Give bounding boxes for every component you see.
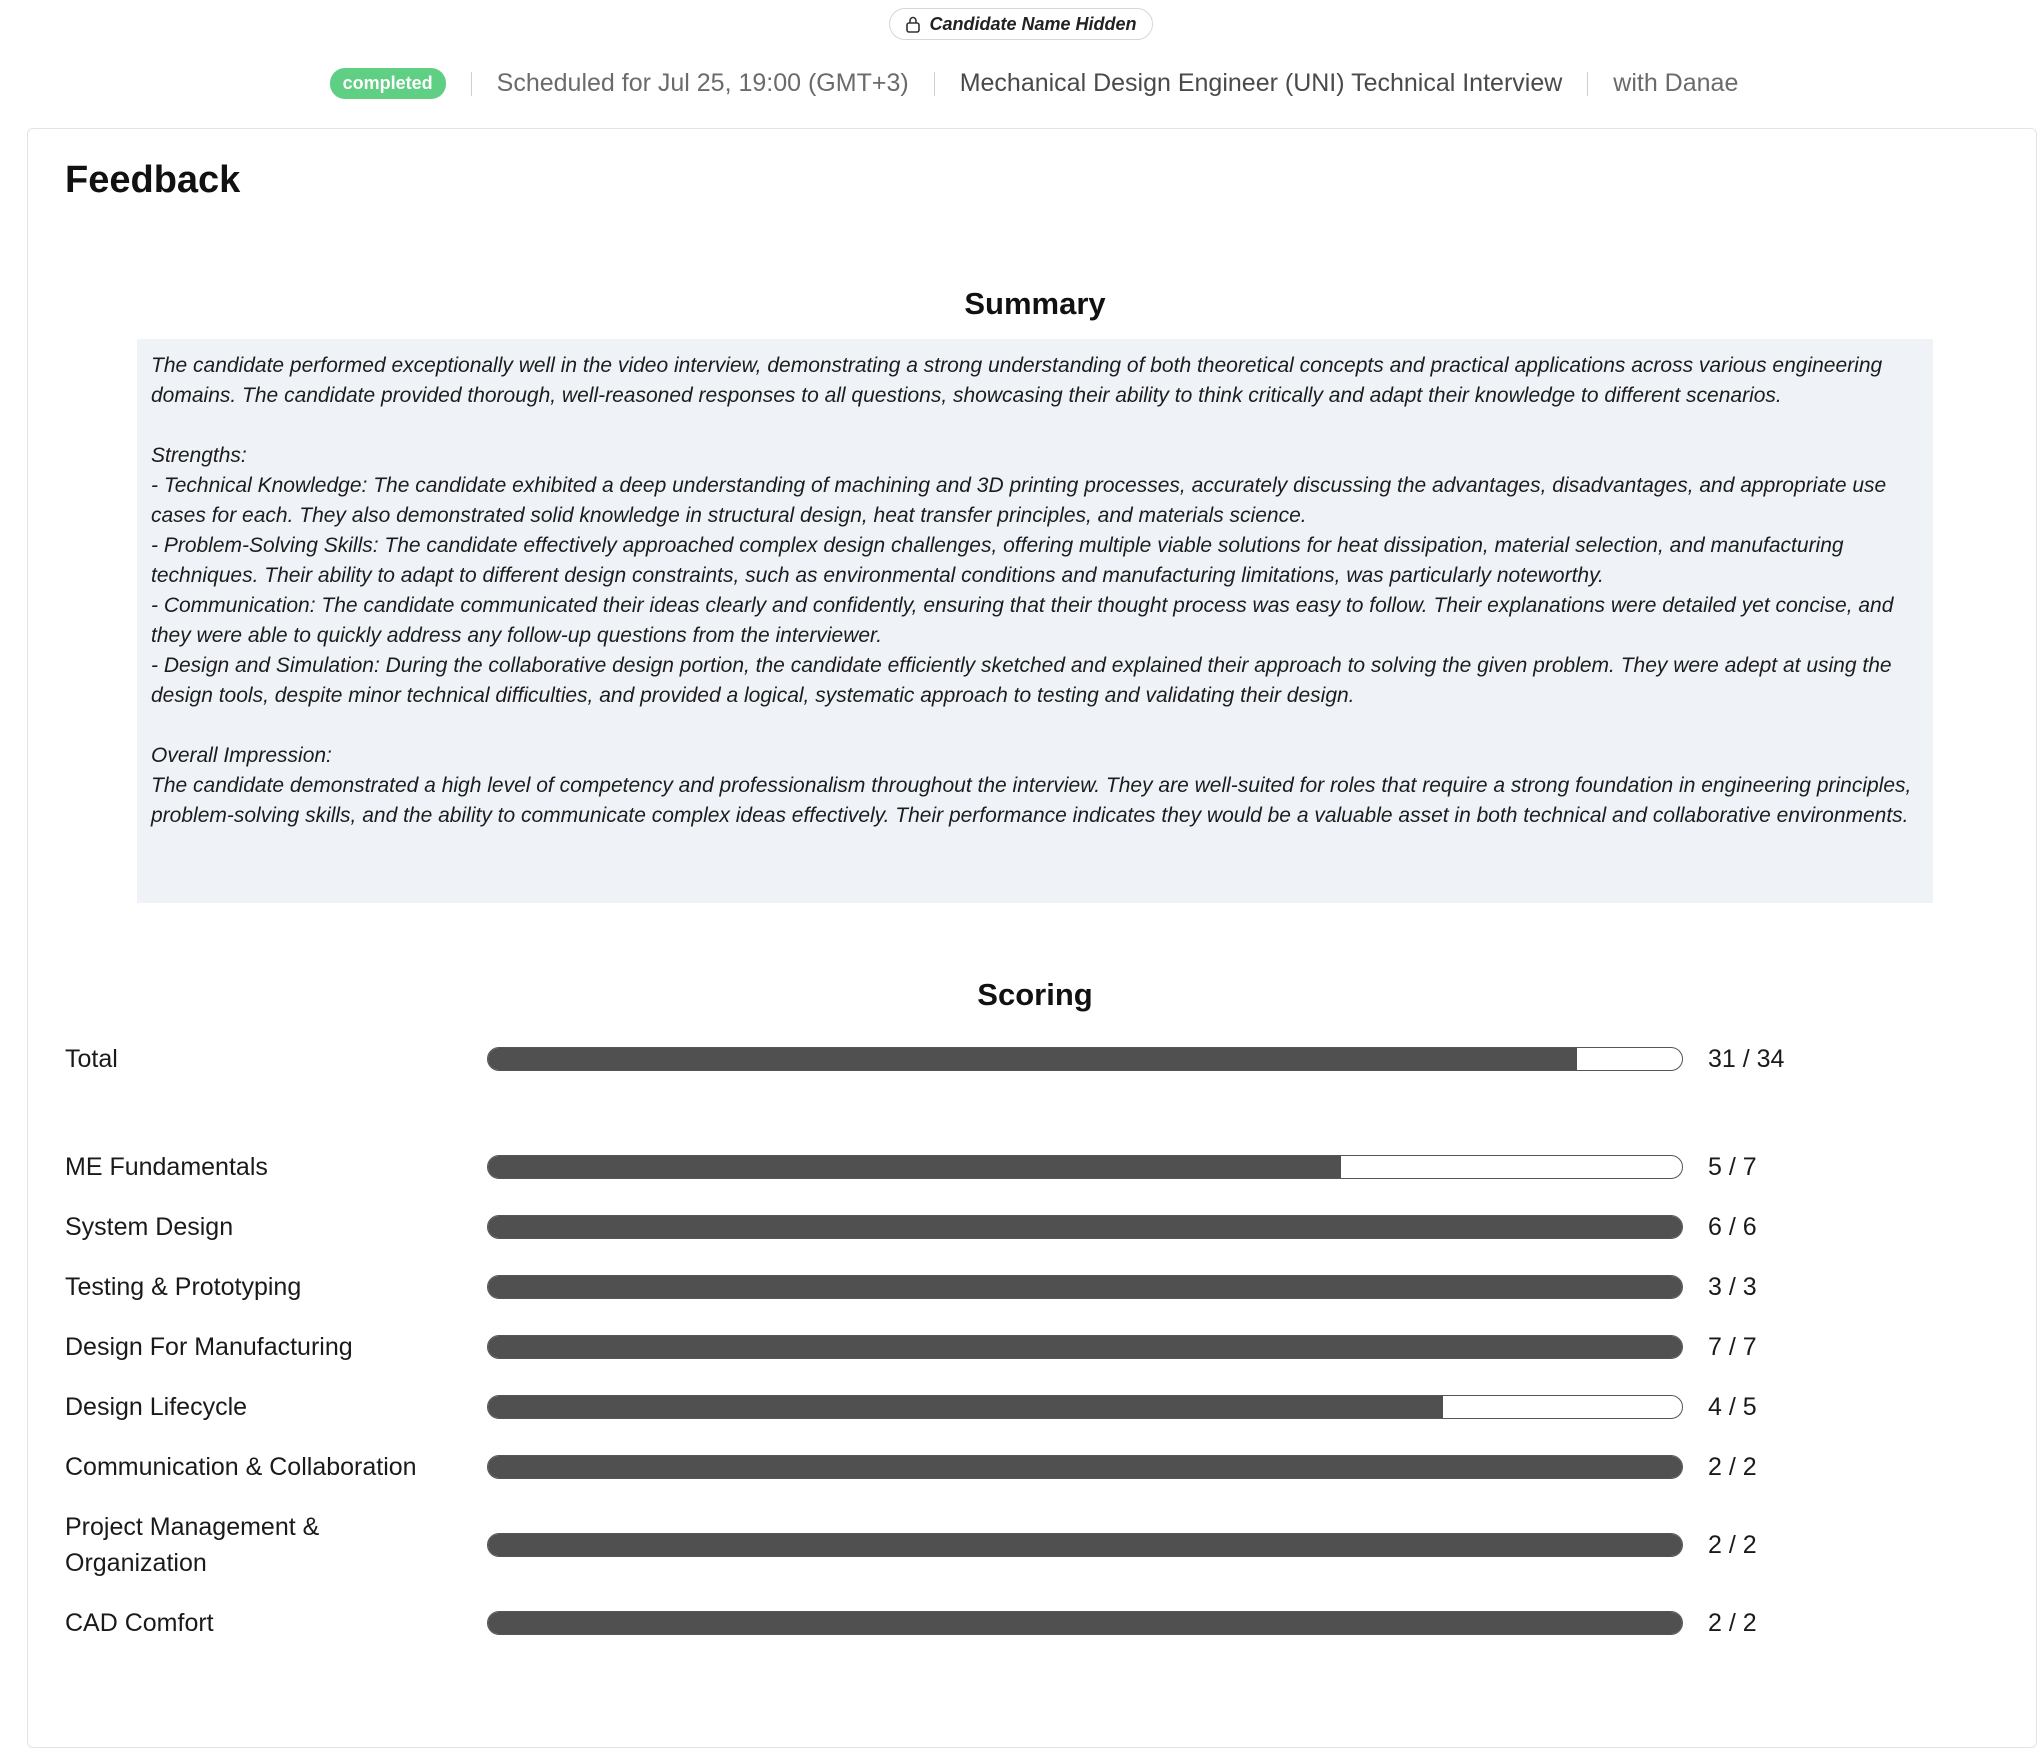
status-badge: completed <box>330 68 446 99</box>
score-value: 7 / 7 <box>1708 1332 1757 1361</box>
score-row-project-management <box>65 1509 1965 1581</box>
score-row-total <box>65 1041 1965 1077</box>
score-label: Project Management & Organization <box>65 1513 320 1577</box>
schedule-text: Scheduled for Jul 25, 19:00 (GMT+3) <box>496 69 909 97</box>
scoring-title: Scoring <box>977 977 1093 1012</box>
score-bar-fill <box>488 1048 1577 1070</box>
score-bar-fill <box>488 1534 1682 1556</box>
score-bar-fill <box>488 1276 1682 1298</box>
score-bar <box>487 1335 1683 1359</box>
score-bar <box>487 1533 1683 1557</box>
summary-title: Summary <box>964 286 1106 321</box>
score-value: 3 / 3 <box>1708 1272 1757 1301</box>
score-bar <box>487 1275 1683 1299</box>
score-value: 6 / 6 <box>1708 1212 1757 1241</box>
score-bar-fill <box>488 1156 1341 1178</box>
score-label: ME Fundamentals <box>65 1153 268 1181</box>
candidate-name-pill <box>889 8 1152 40</box>
score-label: CAD Comfort <box>65 1609 214 1637</box>
candidate-name-area <box>0 8 2042 40</box>
score-row-me-fundamentals <box>65 1149 1965 1185</box>
score-label: Design Lifecycle <box>65 1393 248 1421</box>
score-bar-fill <box>488 1396 1443 1418</box>
score-row-design-for-manufacturing <box>65 1329 1965 1365</box>
score-bar <box>487 1455 1683 1479</box>
score-row-communication-collaboration <box>65 1449 1965 1485</box>
score-row-system-design <box>65 1209 1965 1245</box>
score-value: 2 / 2 <box>1708 1452 1757 1481</box>
score-value: 31 / 34 <box>1708 1044 1785 1073</box>
score-row-design-lifecycle <box>65 1389 1965 1425</box>
score-row-testing-prototyping <box>65 1269 1965 1305</box>
meta-divider <box>471 72 472 96</box>
score-label: Communication & Collaboration <box>65 1453 417 1481</box>
interview-meta-row <box>0 68 2042 99</box>
score-bar-fill <box>488 1456 1682 1478</box>
score-label: System Design <box>65 1213 234 1241</box>
score-bar-fill <box>488 1216 1682 1238</box>
score-label: Testing & Prototyping <box>65 1273 302 1301</box>
score-bar-fill <box>488 1612 1682 1634</box>
score-value: 4 / 5 <box>1708 1392 1757 1421</box>
feedback-card <box>27 128 2037 1748</box>
score-value: 5 / 7 <box>1708 1152 1757 1181</box>
candidate-name-label: Candidate Name Hidden <box>929 13 1137 34</box>
score-label: Design For Manufacturing <box>65 1333 353 1361</box>
score-bar <box>487 1611 1683 1635</box>
score-value: 2 / 2 <box>1708 1530 1757 1559</box>
score-bar <box>487 1395 1683 1419</box>
summary-text: The candidate performed exceptionally well in the video interview, demonstrating a strong understanding of both theoretical concepts and practical applications across various engineering domains. The candidate provided thorough, well-reasoned responses to all questions, showcasing their ability to think critically and adapt their knowledge to different scenarios. Strengths: - Technical Knowledge: The candidate exhibited a deep understanding of machining and 3D printing processes, accurately discussing the advantages, disadvantages, and appropriate use cases for each. They also demonstrated solid knowledge in structural design, heat transfer principles, and materials science. - Problem-Solving Skills: The candidate effectively approached complex design challenges, offering multiple viable solutions for heat dissipation, material selection, and manufacturing techniques. Their ability to adapt to different design constraints, such as environmental conditions and manufacturing limitations, was particularly noteworthy. - Communication: The candidate communicated their ideas clearly and confidently, ensuring that their thought process was easy to follow. Their explanations were detailed yet concise, and they were able to quickly address any follow-up questions from the interviewer. - Design and Simulation: During the collaborative design portion, the candidate efficiently sketched and explained their approach to solving the given problem. They were adept at using the design tools, despite minor technical difficulties, and provided a logical, systematic approach to testing and validating their design. Overall Impression: The candidate demonstrated a high level of competency and professionalism throughout the interview. They are well-suited for roles that require a strong foundation in engineering principles, problem-solving skills, and the ability to communicate complex ideas effectively. Their performance indicates they would be a valuable asset in both technical and collaborative environments. <box>137 339 1933 903</box>
feedback-title: Feedback <box>65 159 241 201</box>
score-label: Total <box>65 1045 118 1073</box>
score-bar <box>487 1047 1683 1071</box>
score-bar-fill <box>488 1336 1682 1358</box>
meta-divider <box>934 72 935 96</box>
interview-title: Mechanical Design Engineer (UNI) Technical Interview <box>959 69 1563 97</box>
score-value: 2 / 2 <box>1708 1608 1757 1637</box>
score-bar <box>487 1215 1683 1239</box>
meta-divider <box>1587 72 1588 96</box>
lock-icon <box>905 15 921 33</box>
score-bar <box>487 1155 1683 1179</box>
interviewer-name: with Danae <box>1613 69 1739 97</box>
score-row-cad-comfort <box>65 1605 1965 1641</box>
